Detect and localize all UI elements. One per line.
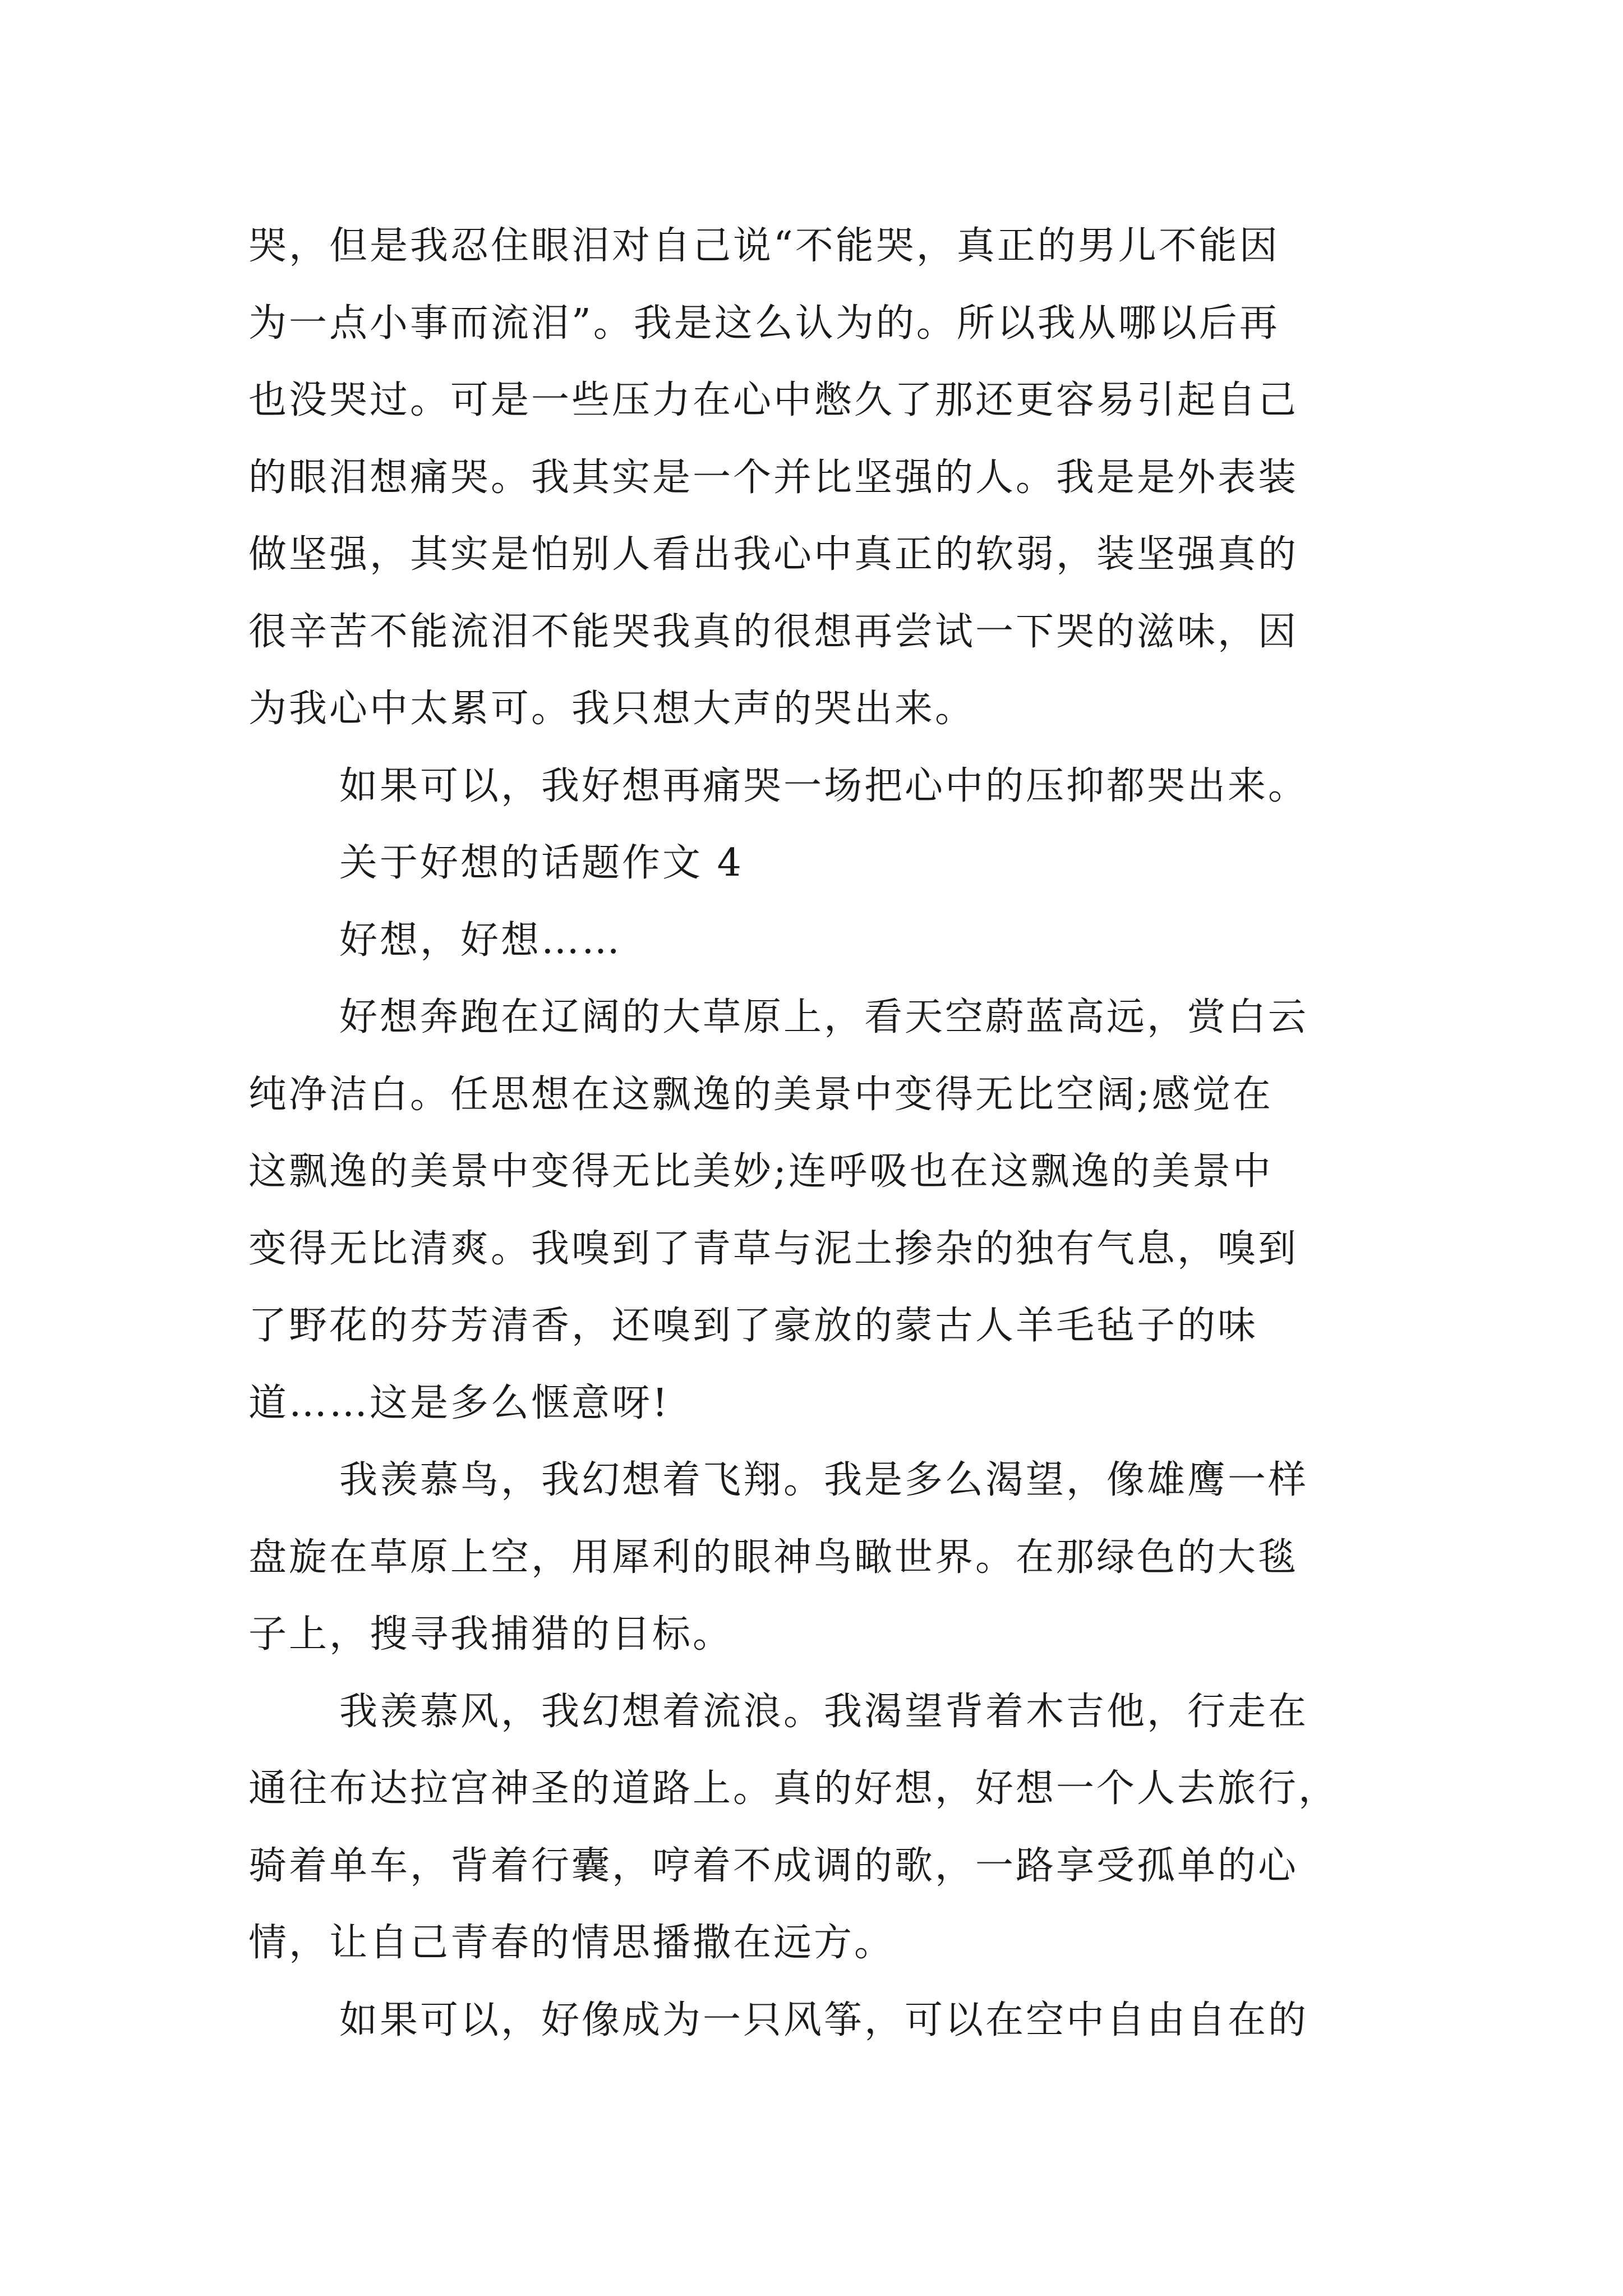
text-line: 这飘逸的美景中变得无比美妙;连呼吸也在这飘逸的美景中 (248, 1149, 1273, 1194)
text-line: 变得无比清爽。我嗅到了青草与泥土掺杂的独有气息，嗅到 (248, 1226, 1299, 1271)
text-line: 如果可以，我好想再痛哭一场把心中的压抑都哭出来。 (339, 763, 1309, 808)
text-line: 我羡慕鸟，我幻想着飞翔。我是多么渴望，像雄鹰一样 (339, 1458, 1309, 1502)
text-line: 骑着单车，背着行囊，哼着不成调的歌，一路享受孤单的心 (248, 1843, 1299, 1888)
text-line: 好想奔跑在辽阔的大草原上，看天空蔚蓝高远，赏白云 (339, 995, 1309, 1039)
text-line: 子上，搜寻我捕猎的目标。 (248, 1612, 734, 1657)
text-line: 纯净洁白。任思想在这飘逸的美景中变得无比空阔;感觉在 (248, 1072, 1273, 1117)
text-line: 关于好想的话题作文 4 (339, 841, 744, 885)
essay-body (248, 208, 1398, 2059)
text-line: 为我心中太累可。我只想大声的哭出来。 (248, 687, 976, 731)
text-line: 好想，好想…… (339, 918, 623, 963)
text-line: 道……这是多么惬意呀! (248, 1381, 670, 1425)
text-line: 也没哭过。可是一些压力在心中憋久了那还更容易引起自己 (248, 378, 1299, 422)
text-line: 做坚强，其实是怕别人看出我心中真正的软弱，装坚强真的 (248, 532, 1299, 577)
text-line: 通往布达拉宫神圣的道路上。真的好想，好想一个人去旅行， (248, 1766, 1339, 1811)
text-line: 的眼泪想痛哭。我其实是一个并比坚强的人。我是是外表装 (248, 455, 1299, 500)
text-line: 我羡慕风，我幻想着流浪。我渴望背着木吉他，行走在 (339, 1689, 1309, 1734)
text-line: 哭，但是我忍住眼泪对自己说“不能哭，真正的男儿不能因 (248, 224, 1280, 268)
text-line: 很辛苦不能流泪不能哭我真的很想再尝试一下哭的滋味，因 (248, 609, 1299, 654)
text-line: 盘旋在草原上空，用犀利的眼神鸟瞰世界。在那绿色的大毯 (248, 1535, 1299, 1580)
text-line: 了野花的芬芳清香，还嗅到了豪放的蒙古人羊毛毡子的味 (248, 1304, 1258, 1348)
text-line: 为一点小事而流泪”。我是这么认为的。所以我从哪以后再 (248, 301, 1280, 346)
text-line: 情，让自己青春的情思播撒在远方。 (248, 1921, 895, 1965)
text-line: 如果可以，好像成为一只风筝，可以在空中自由自在的 (339, 1998, 1309, 2042)
